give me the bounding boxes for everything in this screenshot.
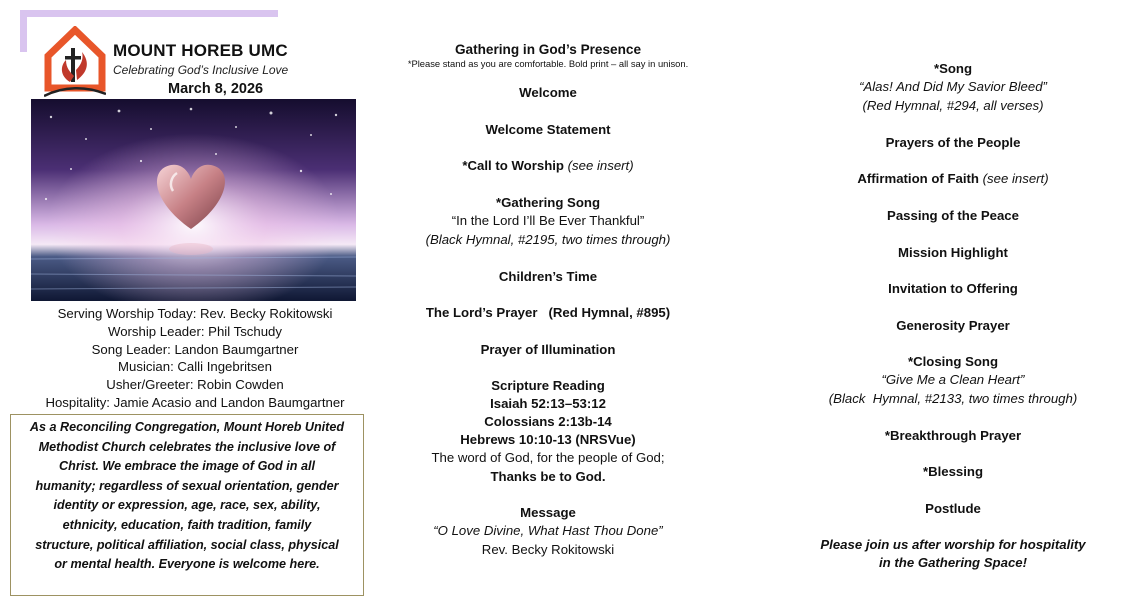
closing-song-source: (Black Hymnal, #2133, two times through)	[828, 390, 1078, 406]
message-preacher: Rev. Becky Rokitowski	[481, 541, 615, 557]
order-of-worship-part-2	[790, 60, 1116, 572]
order-of-worship-part-1	[380, 41, 716, 559]
staff-line: Worship Leader: Phil Tschudy	[108, 323, 282, 339]
closing-song-title: “Give Me a Clean Heart”	[881, 372, 1025, 387]
postlude-item: Postlude	[925, 500, 981, 516]
song-source: (Red Hymnal, #294, all verses)	[862, 97, 1044, 113]
breakthrough-prayer-item: *Breakthrough Prayer	[884, 427, 1022, 443]
statement-line: Christ. We embrace the image of God in all	[59, 459, 315, 474]
invitation-offering-item: Invitation to Offering	[888, 281, 1018, 296]
church-tagline: Celebrating God’s Inclusive Love	[113, 63, 289, 77]
hospitality-invite-line: Please join us after worship for hospitality	[820, 537, 1086, 552]
statement-line: structure, political affiliation, social class, physical	[35, 537, 339, 552]
closing-song-item	[790, 353, 1116, 408]
blessing-item: *Blessing	[922, 464, 984, 479]
affirmation-label: Affirmation of Faith	[857, 171, 979, 186]
welcome-item: Welcome	[519, 85, 577, 100]
statement-line: ethnicity, education, faith tradition, family	[62, 517, 312, 532]
gathering-song-title: “In the Lord I’ll Be Ever Thankful”	[451, 213, 645, 228]
scripture-label: Scripture Reading	[491, 378, 605, 393]
prayers-people-item: Prayers of the People	[885, 134, 1021, 150]
staff-line: Serving Worship Today: Rev. Becky Rokitowski	[57, 306, 333, 321]
section-title: Gathering in God’s Presence	[454, 42, 642, 57]
gathering-song-label: *Gathering Song	[495, 195, 601, 210]
statement-line: identity or expression, age, race, sex, ability,	[53, 498, 321, 513]
affirmation-note: (see insert)	[982, 171, 1049, 186]
service-date: March 8, 2026	[168, 81, 264, 97]
church-name: MOUNT HOREB UMC	[113, 41, 288, 60]
section-note: *Please stand as you are comfortable. Bold print – all say in unison.	[407, 58, 689, 69]
passing-peace-item: Passing of the Peace	[887, 208, 1019, 223]
scripture-reading: Hebrews 10:10-13 (NRSVue)	[460, 432, 636, 447]
call-to-worship-label: *Call to Worship	[462, 158, 564, 173]
affirmation-item	[790, 170, 1116, 189]
welcome-statement-item: Welcome Statement	[485, 121, 611, 137]
staff-line: Song Leader: Landon Baumgartner	[91, 341, 299, 357]
message-item	[380, 504, 716, 559]
worship-staff-list	[20, 305, 370, 412]
lords-prayer-item: The Lord’s Prayer (Red Hymnal, #895)	[425, 305, 671, 320]
staff-line: Musician: Calli Ingebritsen	[118, 359, 272, 375]
hospitality-invite-line: in the Gathering Space!	[878, 555, 1028, 570]
prayer-illumination-item: Prayer of Illumination	[480, 341, 616, 357]
church-logo-icon	[44, 26, 106, 98]
reconciling-statement	[10, 414, 364, 596]
statement-line: humanity; regardless of sexual orientation, gender	[35, 478, 339, 493]
song-title: “Alas! And Did My Savior Bleed”	[859, 79, 1047, 94]
gathering-song-source: (Black Hymnal, #2195, two times through)	[425, 231, 671, 247]
scripture-reading: Colossians 2:13b-14	[484, 414, 612, 429]
decorative-bracket-left	[20, 10, 27, 52]
mission-highlight-item: Mission Highlight	[898, 244, 1008, 260]
scripture-response-leader: The word of God, for the people of God;	[431, 450, 665, 465]
scripture-reading: Isaiah 52:13–53:12	[490, 396, 606, 411]
closing-song-label: *Closing Song	[907, 354, 999, 369]
statement-line: or mental health. Everyone is welcome here.	[54, 557, 320, 572]
staff-line: Usher/Greeter: Robin Cowden	[106, 377, 284, 393]
call-to-worship-item	[380, 157, 716, 176]
call-to-worship-note: (see insert)	[567, 158, 634, 173]
song-label: *Song	[933, 61, 973, 76]
message-title: “O Love Divine, What Hast Thou Done”	[433, 523, 663, 538]
childrens-time-item: Children’s Time	[498, 268, 598, 284]
message-label: Message	[520, 505, 576, 520]
hospitality-invite	[790, 536, 1116, 572]
generosity-prayer-item: Generosity Prayer	[896, 317, 1010, 333]
song-item	[790, 60, 1116, 115]
staff-line: Hospitality: Jamie Acasio and Landon Baumgartner	[45, 394, 345, 410]
gathering-song-item	[380, 194, 716, 249]
heart-on-water-image	[31, 99, 356, 301]
statement-line: As a Reconciling Congregation, Mount Horeb United	[29, 420, 345, 434]
statement-line: Methodist Church celebrates the inclusive love of	[38, 439, 336, 454]
scripture-response-people: Thanks be to God.	[490, 468, 606, 484]
decorative-bracket-top	[20, 10, 278, 17]
scripture-reading-item	[380, 377, 716, 486]
